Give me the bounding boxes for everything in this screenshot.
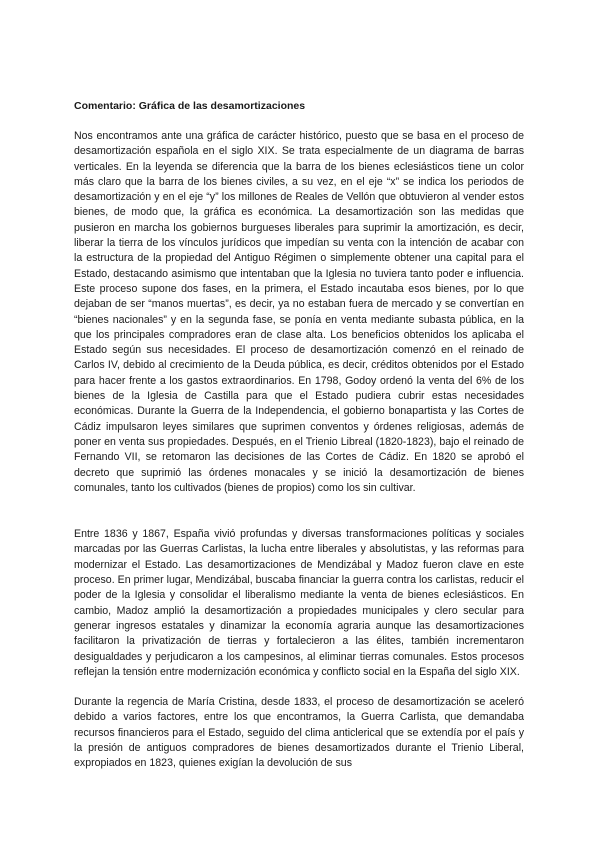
document-page xyxy=(74,98,524,772)
paragraph-3: Durante la regencia de María Cristina, desde 1833, el proceso de desamortización se aceleró debido a varios factores, entre los que encontramos, la Guerra Carlista, que demandaba recursos financieros para el Estado, seguido del clima anticlerical que se extendía por el país y la presión de antiguos compradores de bienes desamortizados durante el Trienio Liberal, expropiados en 1823, quienes exigían la devolución de sus xyxy=(74,696,524,770)
document-title: Comentario: Gráfica de las desamortizaciones xyxy=(74,100,306,112)
paragraph-2: Entre 1836 y 1867, España vivió profundas y diversas transformaciones políticas y sociales marcadas por las Guerras Carlistas, la lucha entre liberales y absolutistas, y las reformas para modernizar el Estado. Las desamortizaciones de Mendizábal y Madoz fueron clave en este proceso. En primer lugar, Mendizábal, buscaba financiar la guerra contra los carlistas, reducir el poder de la Iglesia y consolidar el liberalismo mediante la venta de bienes eclesiásticos. En cambio, Madoz amplió la desamortización a propiedades municipales y clero secular para generar ingresos estatales y dinamizar la economía agraria aunque las desamortizaciones facilitaron la privatización de tierras y fortalecieron a las élites, también incrementaron desigualdades y perjudicaron a los campesinos, al eliminar tierras comunales. Estos procesos reflejan la tensión entre modernización económica y conflicto social en la España del siglo XIX. xyxy=(74,528,524,678)
paragraph-1: Nos encontramos ante una gráfica de carácter histórico, puesto que se basa en el proceso de desamortización española en el siglo XIX. Se trata especialmente de un diagrama de barras verticales. En la leyenda se diferencia que la barra de los bienes eclesiásticos tiene un color más claro que la barra de los bienes civiles, a su vez, en el eje “x” se indica los periodos de desamortización y en el eje “y” los millones de Reales de Vellón que obtuvieron al vender estos bienes, de modo que, la gráfica es económica. La desamortización son las medidas que pusieron en marcha los gobiernos burgueses liberales para suprimir la amortización, es decir, liberar la tierra de los vínculos jurídicos que impedían su venta con la intención de acabar con la estructura de la propiedad del Antiguo Régimen o simplemente obtener una capital para el Estado, destacando asimismo que intentaban que la Iglesia no tuviera tanto poder e influencia. Este proceso supone dos fases, en la primera, el Estado incautaba esos bienes, por lo que dejaban de ser “manos muertas”, es decir, ya no estaban fuera de mercado y se convertían en “bienes nacionales” y en la segunda fase, se ponía en venta mediante subasta pública, en la que los principales compradores eran de clase alta. Los beneficios obtenidos los aplicaba el Estado según sus necesidades. El proceso de desamortización comenzó en el reinado de Carlos IV, debido al crecimiento de la Deuda pública, es decir, créditos obtenidos por el Estado para hacer frente a los gastos extraordinarios. En 1798, Godoy ordenó la venta del 6% de los bienes de la Iglesia de Castilla para que el Estado pudiera cubrir estas necesidades económicas. Durante la Guerra de la Independencia, el gobierno bonapartista y las Cortes de Cádiz impulsaron leyes similares que suprimen conventos y órdenes religiosas, además de poner en venta sus propiedades. Después, en el Trienio Libreal (1820-1823), bajo el reinado de Fernando VII, se retomaron las decisiones de las Cortes de Cádiz. En 1820 se aprobó el decreto que suprimió las órdenes monacales y se inició la desamortización de bienes comunales, tanto los cultivados (bienes de propios) como los sin cultivar. xyxy=(74,130,524,494)
